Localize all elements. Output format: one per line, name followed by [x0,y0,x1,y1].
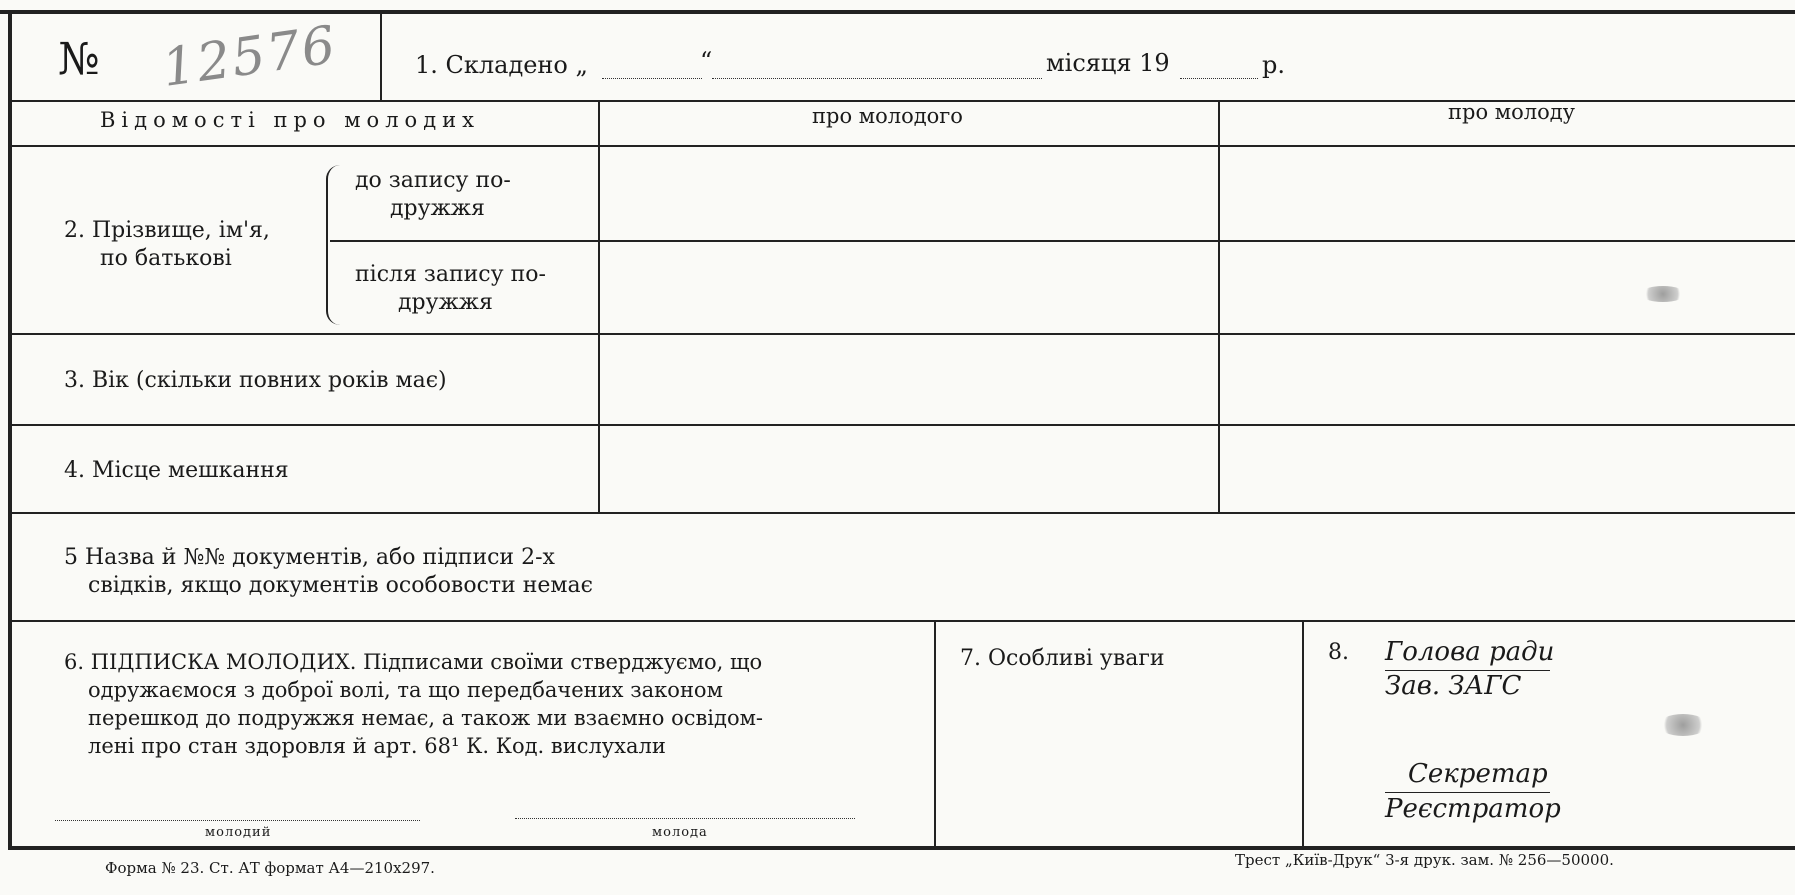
year-suffix: р. [1262,51,1285,79]
row2a-line1: до запису по- [355,168,511,193]
row2-brace [326,165,342,325]
bride-label: молода [652,825,708,840]
bottom-border [8,846,1795,850]
row2b-line1: після запису по- [355,262,546,287]
registrar: Реєстратор [1385,794,1561,824]
row5-line2: свідків, якщо документів особовости немає [88,573,593,598]
row4-label: 4. Місце мешкання [64,458,289,483]
footer-printer: Трест „Київ-Друк“ 3-я друк. зам. № 256—50000. [1235,851,1614,869]
row7-divider [1302,620,1304,846]
head-of-council: Голова ради [1385,637,1555,667]
row2-mid-line [330,240,1795,242]
secretary: Секретар [1408,759,1548,789]
header-divider [380,10,382,102]
row2-label-2: по батькові [100,246,232,271]
quote-close: “ [700,47,713,75]
row6-line1: 6. ПІДПИСКА МОЛОДИХ. Підписами своїми стверджуємо, що [64,650,763,674]
row2-bottom [8,333,1795,335]
row6-divider [934,620,936,846]
table-header-groom: про молодого [812,104,963,128]
footer-form-number: Форма № 23. Ст. АТ формат А4—210х297. [105,859,435,877]
row4-bottom [8,512,1795,514]
row3-bottom [8,424,1795,426]
ink-mark [1640,286,1686,302]
stamp-mark [1658,714,1708,736]
row2a-line2: дружжя [390,196,485,221]
left-border [8,10,12,850]
table-header-bride: про молоду [1448,100,1576,124]
year-blank [1180,78,1258,79]
day-blank [602,78,702,79]
handwritten-number: 12576 [158,15,341,99]
col-divider-1 [598,100,600,512]
field-compiled-label: 1. Складено „ [415,51,588,79]
table-header-bottom [8,145,1795,147]
bride-signature-line [515,818,855,819]
row3-label: 3. Вік (скільки повних років має) [64,368,447,393]
secretary-divider [1385,792,1550,793]
number-sign: № [58,34,100,85]
groom-signature-line [55,820,420,821]
row7-label: 7. Особливі уваги [960,646,1165,671]
month-blank [712,78,1042,79]
row2b-line2: дружжя [398,290,493,315]
row6-line2: одружаємося з доброї волі, та що передбачених законом [88,678,723,702]
row5-bottom [8,620,1795,622]
top-border [0,10,1795,14]
month-label: місяця 19 [1046,49,1170,77]
row8-number: 8. [1328,640,1349,665]
row6-line4: лені про стан здоровля й арт. 68¹ К. Код. вислухали [88,734,666,758]
table-header-info: Відомості про молодих [100,108,480,132]
row2-label-1: 2. Прізвище, ім'я, [64,218,270,243]
col-divider-2 [1218,100,1220,512]
zags-head: Зав. ЗАГС [1385,671,1522,701]
row6-line3: перешкод до подружжя немає, а також ми взаємно освідом- [88,706,764,730]
row5-line1: 5 Назва й №№ документів, або підписи 2-х [64,545,555,570]
groom-label: молодий [205,825,272,840]
